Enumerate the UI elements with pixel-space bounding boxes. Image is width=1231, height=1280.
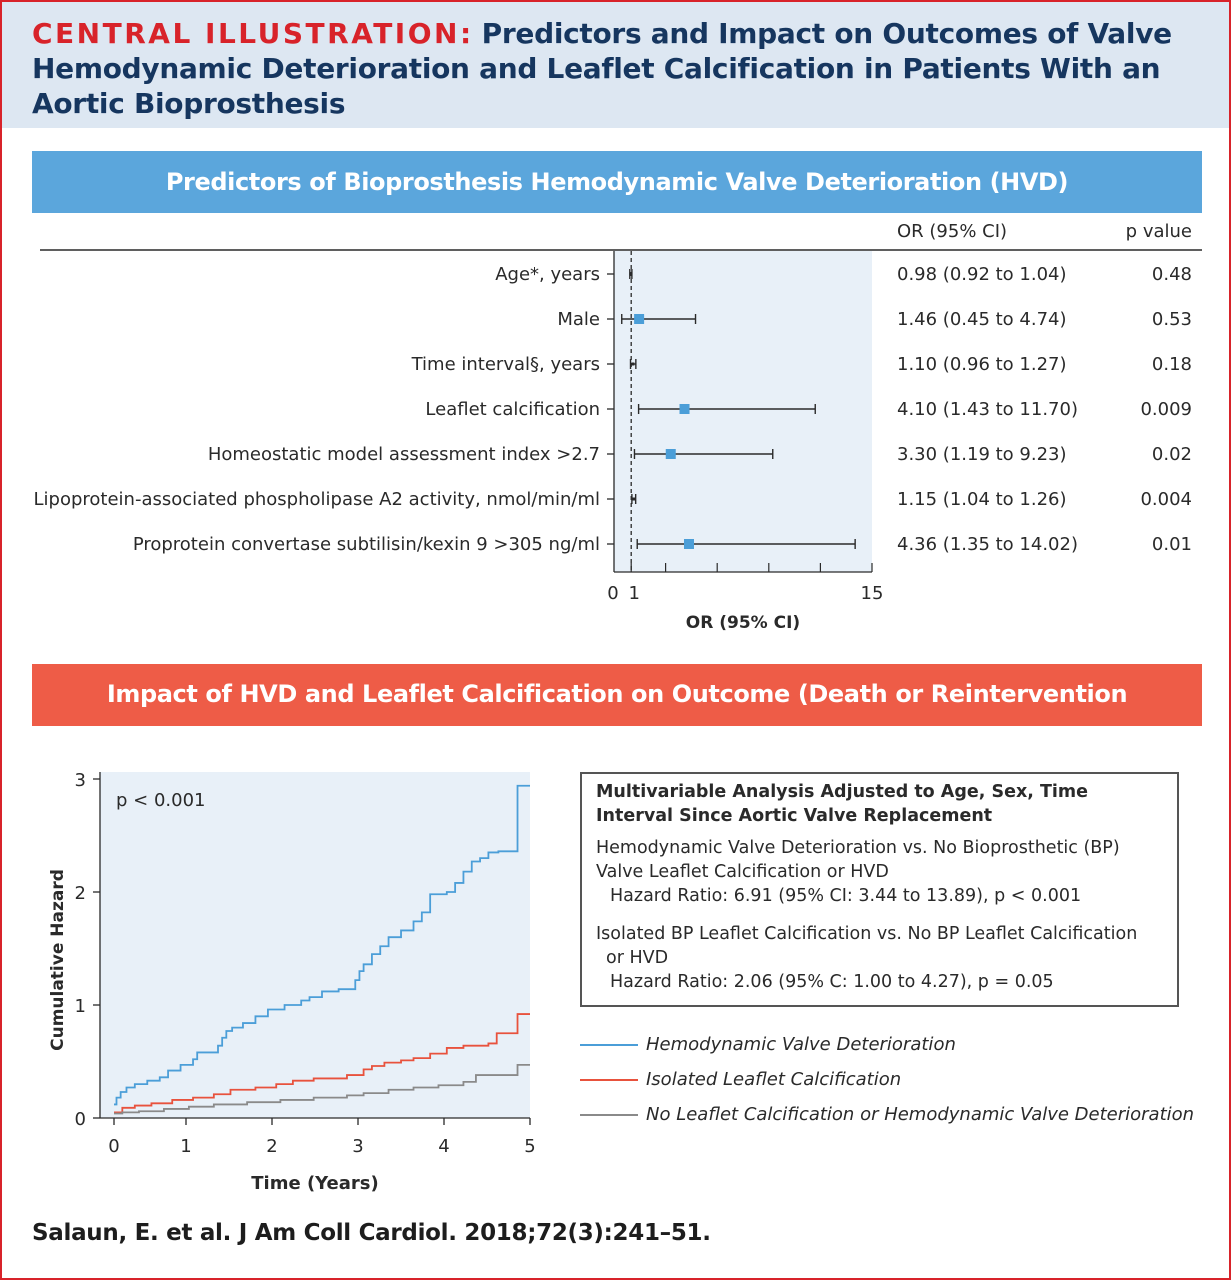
header-label: CENTRAL ILLUSTRATION: (32, 17, 474, 50)
or-value: 1.46 (0.45 to 4.74) (897, 309, 1067, 330)
legend-line-hvd (580, 1044, 638, 1046)
y-tick-label: 1 (74, 996, 86, 1017)
header-banner (2, 2, 1229, 128)
or-point (631, 363, 634, 366)
p-value: 0.004 (1140, 489, 1192, 510)
y-tick-label: 2 (74, 883, 86, 904)
forest-plot (2, 214, 1229, 634)
predictor-label: Age*, years (495, 264, 600, 285)
forest-plot-area (614, 251, 872, 572)
y-tick-label: 3 (74, 770, 86, 791)
outcome-section-title: Impact of HVD and Leaflet Calcification on Outcome (Death or Reintervention Procedure) (32, 664, 1202, 726)
or-value: 1.10 (0.96 to 1.27) (897, 354, 1067, 375)
legend-line-calcification (580, 1079, 638, 1081)
predictor-label: Homeostatic model assessment index >2.7 (207, 444, 600, 465)
predictor-label: Leaflet calcification (425, 399, 600, 420)
analysis-comparison-2-line-1: Isolated BP Leaflet Calcification vs. No BP Leaflet Calcification (596, 924, 1138, 944)
x-tick-label: 0 (607, 583, 619, 604)
p-value: 0.02 (1151, 444, 1192, 465)
predictors-section-title: Predictors of Bioprosthesis Hemodynamic Valve Deterioration (HVD) (32, 151, 1202, 213)
hazard-plot-area (100, 772, 530, 1118)
x-tick-label: 15 (860, 583, 884, 604)
predictor-label: Proprotein convertase subtilisin/kexin 9 >305 ng/ml (132, 534, 600, 555)
or-value: 4.36 (1.35 to 14.02) (897, 534, 1078, 555)
multivariable-analysis-box (580, 772, 1179, 1007)
x-tick-label: 4 (438, 1136, 450, 1157)
or-point (632, 498, 635, 501)
citation: Salaun, E. et al. J Am Coll Cardiol. 2018;72(3):241–51. (32, 1220, 711, 1246)
x-tick-label: 2 (266, 1136, 278, 1157)
or-value: 4.10 (1.43 to 11.70) (897, 399, 1078, 420)
analysis-result-2: Hazard Ratio: 2.06 (95% C: 1.00 to 4.27), p = 0.05 (610, 972, 1054, 992)
cumulative-hazard-chart (2, 750, 562, 1200)
y-tick-label: 0 (74, 1109, 86, 1130)
p-value: 0.48 (1151, 264, 1192, 285)
legend-item-calcification (580, 1067, 1200, 1093)
analysis-comparison-1: Hemodynamic Valve Deterioration vs. No Bioprosthetic (BP) Valve Leaflet Calcification or HVD (596, 838, 1120, 882)
or-point (634, 314, 644, 324)
x-tick-label: 3 (352, 1136, 364, 1157)
predictor-label: Time interval§, years (411, 354, 600, 375)
legend-line-none (580, 1114, 638, 1116)
analysis-title: Multivariable Analysis Adjusted to Age, Sex, Time Interval Since Aortic Valve Replacement (596, 782, 1089, 826)
or-point (680, 404, 690, 414)
legend-label-none: No Leaflet Calcification or Hemodynamic Valve Deterioration (646, 1104, 1195, 1125)
x-tick-label: 5 (524, 1136, 536, 1157)
or-value: 3.30 (1.19 to 9.23) (897, 444, 1067, 465)
or-value: 0.98 (0.92 to 1.04) (897, 264, 1067, 285)
p-value: 0.01 (1151, 534, 1192, 555)
or-point (684, 539, 694, 549)
or-point (629, 273, 632, 276)
header-title (32, 16, 1202, 121)
x-axis-label: Time (Years) (251, 1173, 379, 1194)
legend-label-hvd: Hemodynamic Valve Deterioration (646, 1034, 956, 1055)
legend-label-calcification: Isolated Leaflet Calcification (646, 1069, 902, 1090)
predictor-label: Lipoprotein-associated phospholipase A2 activity, nmol/min/ml (33, 489, 600, 510)
or-value: 1.15 (1.04 to 1.26) (897, 489, 1067, 510)
p-value-annotation: p < 0.001 (116, 790, 206, 811)
predictor-label: Male (557, 309, 600, 330)
p-value: 0.009 (1140, 399, 1192, 420)
or-point (666, 449, 676, 459)
legend-item-hvd (580, 1032, 1200, 1058)
p-value: 0.53 (1151, 309, 1192, 330)
x-tick-label: 0 (108, 1136, 120, 1157)
x-tick-label: 1 (628, 583, 640, 604)
column-header-p: p value (1125, 221, 1192, 242)
legend-item-none (580, 1102, 1200, 1128)
y-axis-label: Cumulative Hazard (48, 869, 68, 1051)
header-title-text: Predictors and Impact on Outcomes of Valve Hemodynamic Deterioration and Leaflet Calcification in Patients With an Aortic Bioprosthesis (32, 17, 1172, 120)
column-header-or: OR (95% CI) (897, 221, 1008, 242)
x-axis-label: OR (95% CI) (685, 613, 801, 633)
p-value: 0.18 (1151, 354, 1192, 375)
analysis-result-1: Hazard Ratio: 6.91 (95% CI: 3.44 to 13.89), p < 0.001 (610, 886, 1082, 906)
x-tick-label: 1 (180, 1136, 192, 1157)
analysis-comparison-2-line-2: or HVD (606, 948, 669, 968)
